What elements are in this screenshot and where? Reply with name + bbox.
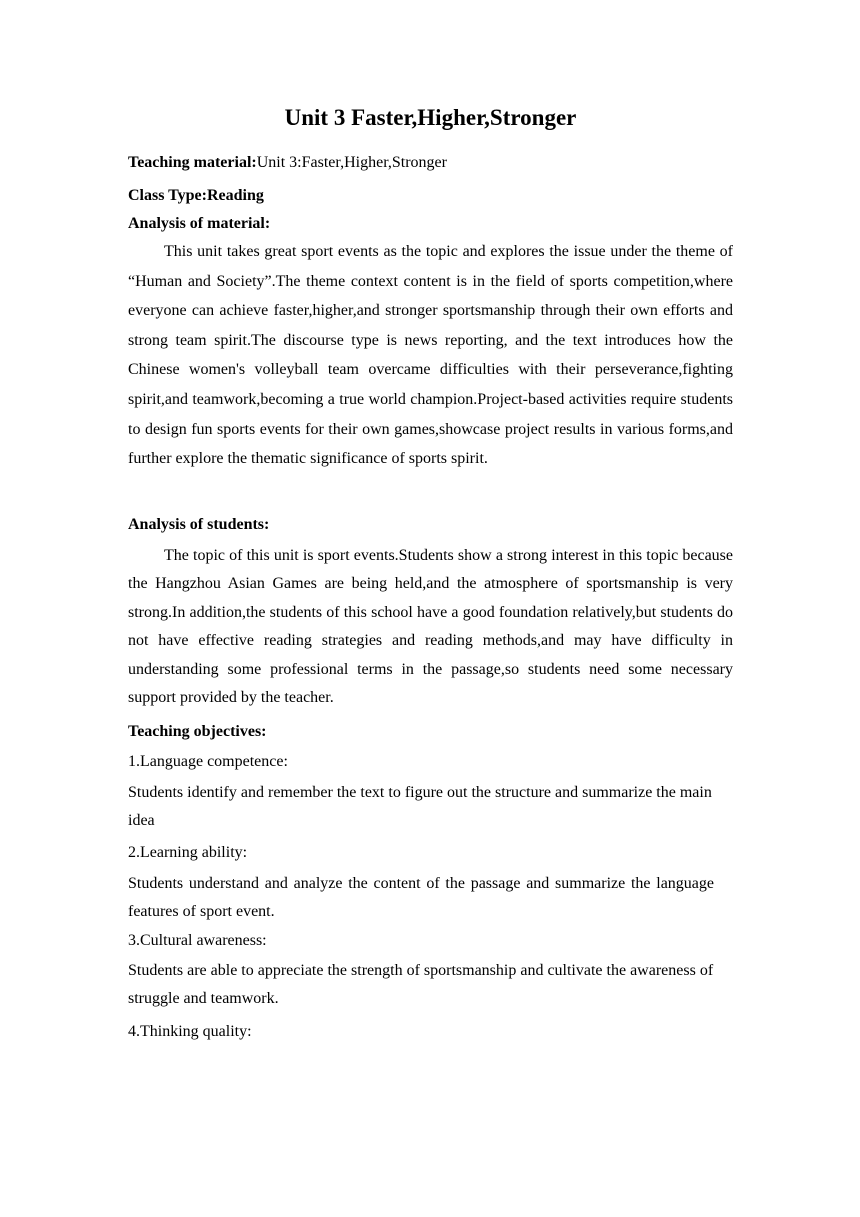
analysis-of-students-heading: Analysis of students:	[128, 516, 270, 533]
objective-1-label: 1.Language competence:	[128, 753, 288, 770]
teaching-material-line	[128, 152, 447, 174]
teaching-objectives-heading: Teaching objectives:	[128, 723, 267, 740]
objective-3-label: 3.Cultural awareness:	[128, 932, 267, 949]
objective-1-text: Students identify and remember the text to figure out the structure and summarize the main idea	[128, 784, 712, 829]
document-title: Unit 3 Faster,Higher,Stronger	[284, 105, 577, 130]
objective-2-text: Students understand and analyze the content of the passage and summarize the language features of sport event.	[128, 875, 714, 920]
objective-2-label: 2.Learning ability:	[128, 844, 248, 861]
analysis-of-material-paragraph: This unit takes great sport events as the topic and explores the issue under the theme of “Human and Society”.The theme context content is in the field of sports competition,where everyone can achieve faster,higher,and stronger sportsmanship through their own efforts and strong team spirit.The discourse type is news reporting, and the text introduces how the Chinese women's volleyball team overcame difficulties with their perseverance,fighting spirit,and teamwork,becoming a true world champion.Project-based activities require students to design fun sports events for their own games,showcase project results in various forms,and further explore the thematic significance of sports spirit.	[128, 243, 733, 468]
objective-4-label: 4.Thinking quality:	[128, 1023, 252, 1040]
teaching-material-label: Teaching material:	[128, 154, 257, 171]
teaching-material-value: Unit 3:Faster,Higher,Stronger	[256, 154, 447, 171]
document-page	[128, 0, 733, 1217]
analysis-of-material-heading: Analysis of material:	[128, 215, 271, 232]
objective-3-text: Students are able to appreciate the strength of sportsmanship and cultivate the awareness of struggle and teamwork.	[128, 962, 714, 1007]
analysis-of-students-paragraph: The topic of this unit is sport events.Students show a strong interest in this topic because the Hangzhou Asian Games are being held,and the atmosphere of sportsmanship is very strong.In addition,the students of this school have a good foundation relatively,but students do not have effective reading strategies and reading methods,and may have difficulty in understanding some professional terms in the passage,so students need some necessary support provided by the teacher.	[128, 547, 733, 707]
class-type-line: Class Type:Reading	[128, 187, 264, 204]
